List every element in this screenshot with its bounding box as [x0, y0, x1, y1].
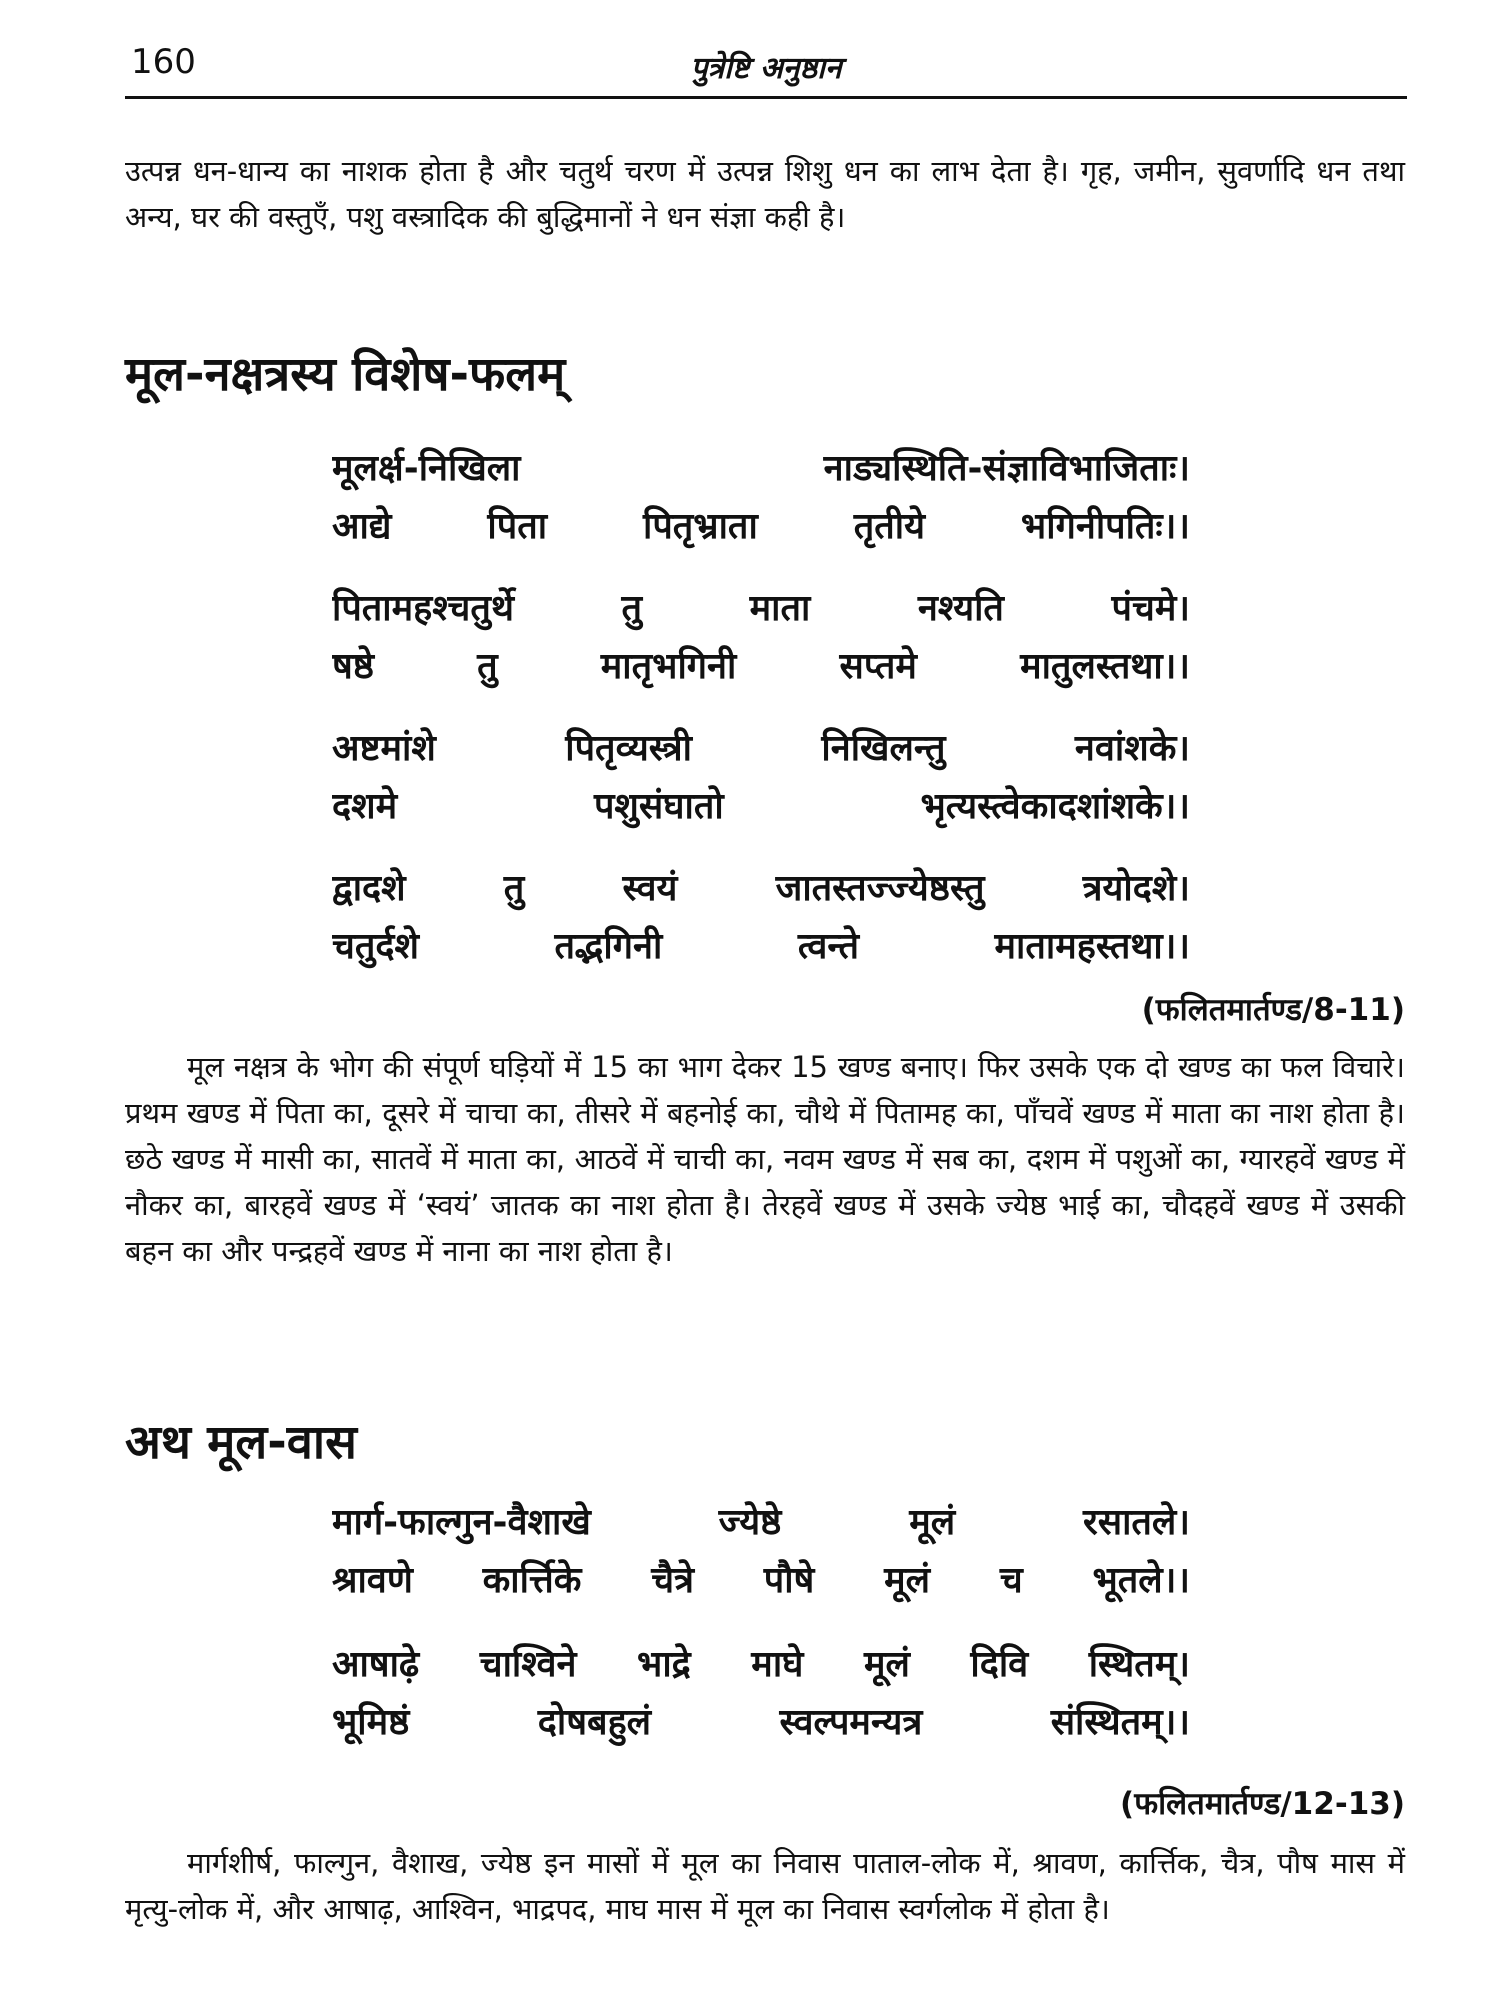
verse-1: [332, 440, 1190, 556]
verse-line: भूमिष्ठं दोषबहुलं स्वल्पमन्यत्र संस्थितम्।।: [332, 1702, 1190, 1743]
running-title: पुत्रेष्टि अनुष्ठान: [690, 51, 842, 86]
verse-line: मूलर्क्ष-निखिला नाड्यस्थिति-संज्ञाविभाजिताः।: [332, 448, 1190, 489]
page-number: 160: [131, 42, 196, 82]
verse-5: [332, 1494, 1190, 1610]
verse-line: चतुर्दशे तद्भगिनी त्वन्ते मातामहस्तथा।।: [332, 926, 1190, 967]
intro-paragraph: उत्पन्न धन-धान्य का नाशक होता है और चतुर्थ चरण में उत्पन्न शिशु धन का लाभ देता है। गृह, जमीन, सुवर्णादि धन तथा अन्य, घर की वस्तुएँ, पशु वस्त्रादिक की बुद्धिमानों ने धन संज्ञा कही है।: [125, 154, 1405, 234]
section-heading-mool-vaas: अथ मूल-वास: [125, 1415, 357, 1470]
verse-2: [332, 580, 1190, 696]
section-heading-mool-nakshatra: मूल-नक्षत्रस्य विशेष-फलम्: [125, 347, 566, 402]
header-rule: [125, 96, 1407, 99]
verse-line: आषाढ़े चाश्विने भाद्रे माघे मूलं दिवि स्थितम्।: [332, 1644, 1190, 1685]
citation-1: (फलितमार्तण्ड/8-11): [1141, 992, 1405, 1028]
explanation-paragraph-2: मार्गशीर्ष, फाल्गुन, वैशाख, ज्येष्ठ इन मासों में मूल का निवास पाताल-लोक में, श्रावण, कार्त्तिक, चैत्र, पौष मास में मृत्यु-लोक में, और आषाढ़, आश्विन, भाद्रपद, माघ मास में मूल का निवास स्वर्गलोक में होता है।: [125, 1846, 1405, 1926]
verse-line: पितामहश्चतुर्थे तु माता नश्यति पंचमे।: [332, 588, 1190, 629]
verse-line: श्रावणे कार्त्तिके चैत्रे पौषे मूलं च भूतले।।: [332, 1560, 1190, 1601]
verse-line: आद्ये पिता पितृभ्राता तृतीये भगिनीपतिः।।: [332, 506, 1190, 547]
citation-2: (फलितमार्तण्ड/12-13): [1120, 1786, 1405, 1822]
verse-6: [332, 1636, 1190, 1752]
page-header: [125, 42, 1407, 102]
verse-line: मार्ग-फाल्गुन-वैशाखे ज्येष्ठे मूलं रसातले।: [332, 1502, 1190, 1543]
verse-line: दशमे पशुसंघातो भृत्यस्त्वेकादशांशके।।: [332, 786, 1190, 827]
explanation-paragraph-1: मूल नक्षत्र के भोग की संपूर्ण घड़ियों में 15 का भाग देकर 15 खण्ड बनाए। फिर उसके एक दो खण्ड का फल विचारे। प्रथम खण्ड में पिता का, दूसरे में चाचा का, तीसरे में बहनोई का, चौथे में पितामह का, पाँचवें खण्ड में माता का नाश होता है। छठे खण्ड में मासी का, सातवें में माता का, आठवें में चाची का, नवम खण्ड में सब का, दशम में पशुओं का, ग्यारहवें खण्ड में नौकर का, बारहवें खण्ड में ‘स्वयं’ जातक का नाश होता है। तेरहवें खण्ड में उसके ज्येष्ठ भाई का, चौदहवें खण्ड में उसकी बहन का और पन्द्रहवें खण्ड में नाना का नाश होता है।: [125, 1050, 1405, 1268]
verse-line: द्वादशे तु स्वयं जातस्तज्ज्येष्ठस्तु त्रयोदशे।: [332, 868, 1190, 909]
verse-4: [332, 860, 1190, 976]
verse-3: [332, 720, 1190, 836]
verse-line: अष्टमांशे पितृव्यस्त्री निखिलन्तु नवांशके।: [332, 728, 1190, 769]
verse-line: षष्ठे तु मातृभगिनी सप्तमे मातुलस्तथा।।: [332, 646, 1190, 687]
